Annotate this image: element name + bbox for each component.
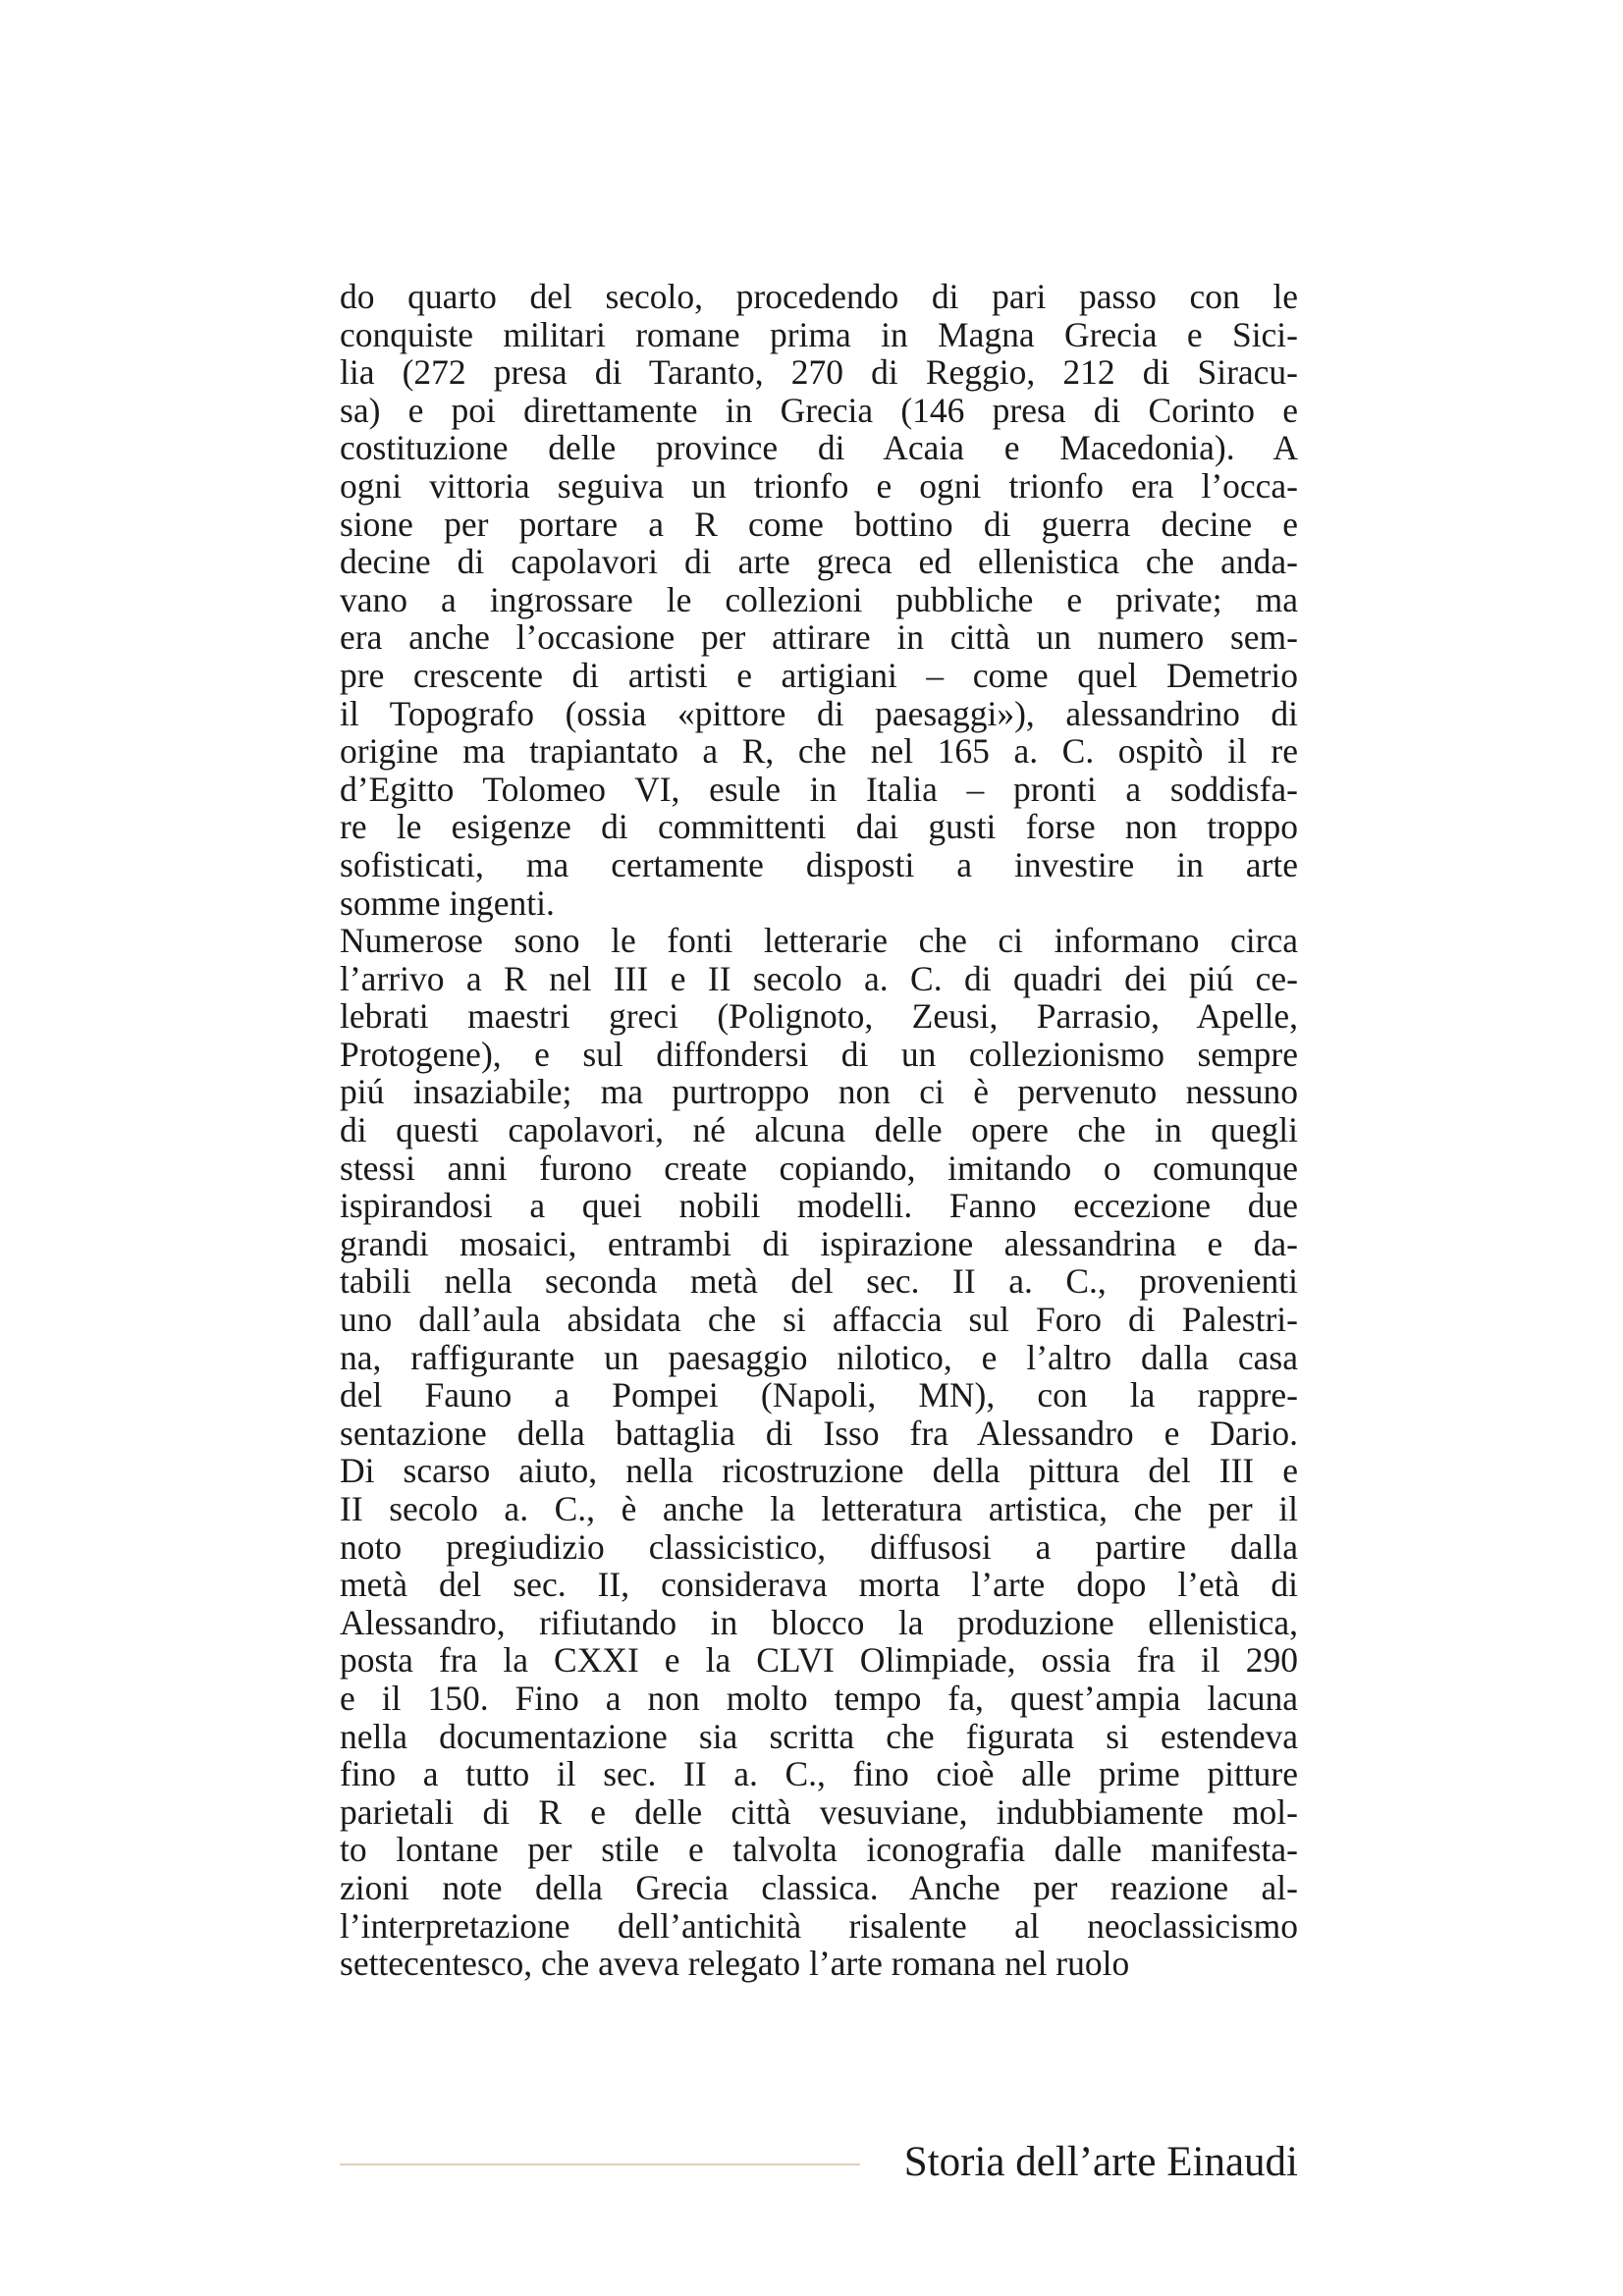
text-line: settecentesco, che aveva relegato l’arte romana nel ruolo [340, 1944, 1130, 1984]
text-line: zioni note della Grecia classica. Anche per reazione al- [340, 1867, 1298, 1907]
text-line: lia (272 presa di Taranto, 270 di Reggio, 212 di Siracu- [340, 352, 1298, 393]
text-line: d’Egitto Tolomeo VI, esule in Italia – pronti a soddisfa- [340, 769, 1298, 809]
text-line: ogni vittoria seguiva un trionfo e ogni trionfo era l’occa- [340, 465, 1298, 506]
text-line: conquiste militari romane prima in Magna Grecia e Sici- [340, 314, 1298, 354]
text-line: nella documentazione sia scritta che figurata si estendeva [340, 1716, 1298, 1756]
body-text [340, 278, 1298, 1983]
text-line: II secolo a. C., è anche la letteratura artistica, che per il [340, 1489, 1298, 1528]
text-line: sofisticati, ma certamente disposti a investire in arte [340, 844, 1298, 884]
text-line: do quarto del secolo, procedendo di pari passo con le [340, 277, 1298, 316]
text-line: parietali di R e delle città vesuviane, indubbiamente mol- [340, 1791, 1298, 1832]
text-line: di questi capolavori, né alcuna delle opere che in quegli [340, 1110, 1298, 1150]
text-line: costituzione delle province di Acaia e Macedonia). A [340, 428, 1298, 468]
text-line: decine di capolavori di arte greca ed ellenistica che anda- [340, 542, 1298, 582]
text-line: uno dall’aula absidata che si affaccia sul Foro di Palestri- [340, 1300, 1298, 1340]
text-line: re le esigenze di committenti dai gusti forse non troppo [340, 807, 1298, 847]
text-line: Alessandro, rifiutando in blocco la produzione ellenistica, [340, 1602, 1298, 1642]
text-line: ispirandosi a quei nobili modelli. Fanno eccezione due [340, 1186, 1298, 1226]
text-line: Protogene), e sul diffondersi di un collezionismo sempre [340, 1034, 1298, 1074]
text-line: tabili nella seconda metà del sec. II a. C., provenienti [340, 1261, 1298, 1302]
text-line: vano a ingrossare le collezioni pubbliche e private; ma [340, 579, 1298, 619]
text-line: era anche l’occasione per attirare in città un numero sem- [340, 617, 1298, 658]
text-line: Numerose sono le fonti letterarie che ci informano circa [340, 921, 1298, 961]
footer-divider [340, 2163, 860, 2165]
text-line: noto pregiudizio classicistico, diffusosi a partire dalla [340, 1526, 1298, 1567]
text-line: sa) e poi direttamente in Grecia (146 presa di Corinto e [340, 390, 1298, 430]
text-line: e il 150. Fino a non molto tempo fa, quest’ampia lacuna [340, 1678, 1298, 1718]
text-line: del Fauno a Pompei (Napoli, MN), con la rappre- [340, 1375, 1298, 1415]
text-line: fino a tutto il sec. II a. C., fino cioè alle prime pitture [340, 1754, 1298, 1794]
text-line: pre crescente di artisti e artigiani – come quel Demetrio [340, 655, 1298, 695]
footer-title: Storia dell’arte Einaudi [903, 2139, 1298, 2185]
text-line: il Topografo (ossia «pittore di paesaggi»), alessandrino di [340, 693, 1298, 733]
text-line: grandi mosaici, entrambi di ispirazione alessandrina e da- [340, 1223, 1298, 1263]
text-line: origine ma trapiantato a R, che nel 165 a. C. ospitò il re [340, 731, 1298, 772]
text-line: sione per portare a R come bottino di guerra decine e [340, 504, 1298, 544]
text-line: metà del sec. II, considerava morta l’arte dopo l’età di [340, 1565, 1298, 1605]
text-line: somme ingenti. [340, 882, 555, 923]
text-line: piú insaziabile; ma purtroppo non ci è pervenuto nessuno [340, 1072, 1298, 1112]
text-line: lebrati maestri greci (Polignoto, Zeusi, Parrasio, Apelle, [340, 996, 1298, 1037]
text-line: to lontane per stile e talvolta iconografia dalle manifesta- [340, 1830, 1298, 1870]
text-line: stessi anni furono create copiando, imitando o comunque [340, 1148, 1298, 1188]
text-line: l’interpretazione dell’antichità risalente al neoclassicismo [340, 1905, 1298, 1946]
text-line: Di scarso aiuto, nella ricostruzione della pittura del III e [340, 1451, 1298, 1491]
text-line: posta fra la CXXI e la CLVI Olimpiade, ossia fra il 290 [340, 1640, 1298, 1681]
text-line: na, raffigurante un paesaggio nilotico, e l’altro dalla casa [340, 1337, 1298, 1377]
text-line: l’arrivo a R nel III e II secolo a. C. di quadri dei piú ce- [340, 958, 1298, 998]
text-line: sentazione della battaglia di Isso fra Alessandro e Dario. [340, 1413, 1298, 1453]
